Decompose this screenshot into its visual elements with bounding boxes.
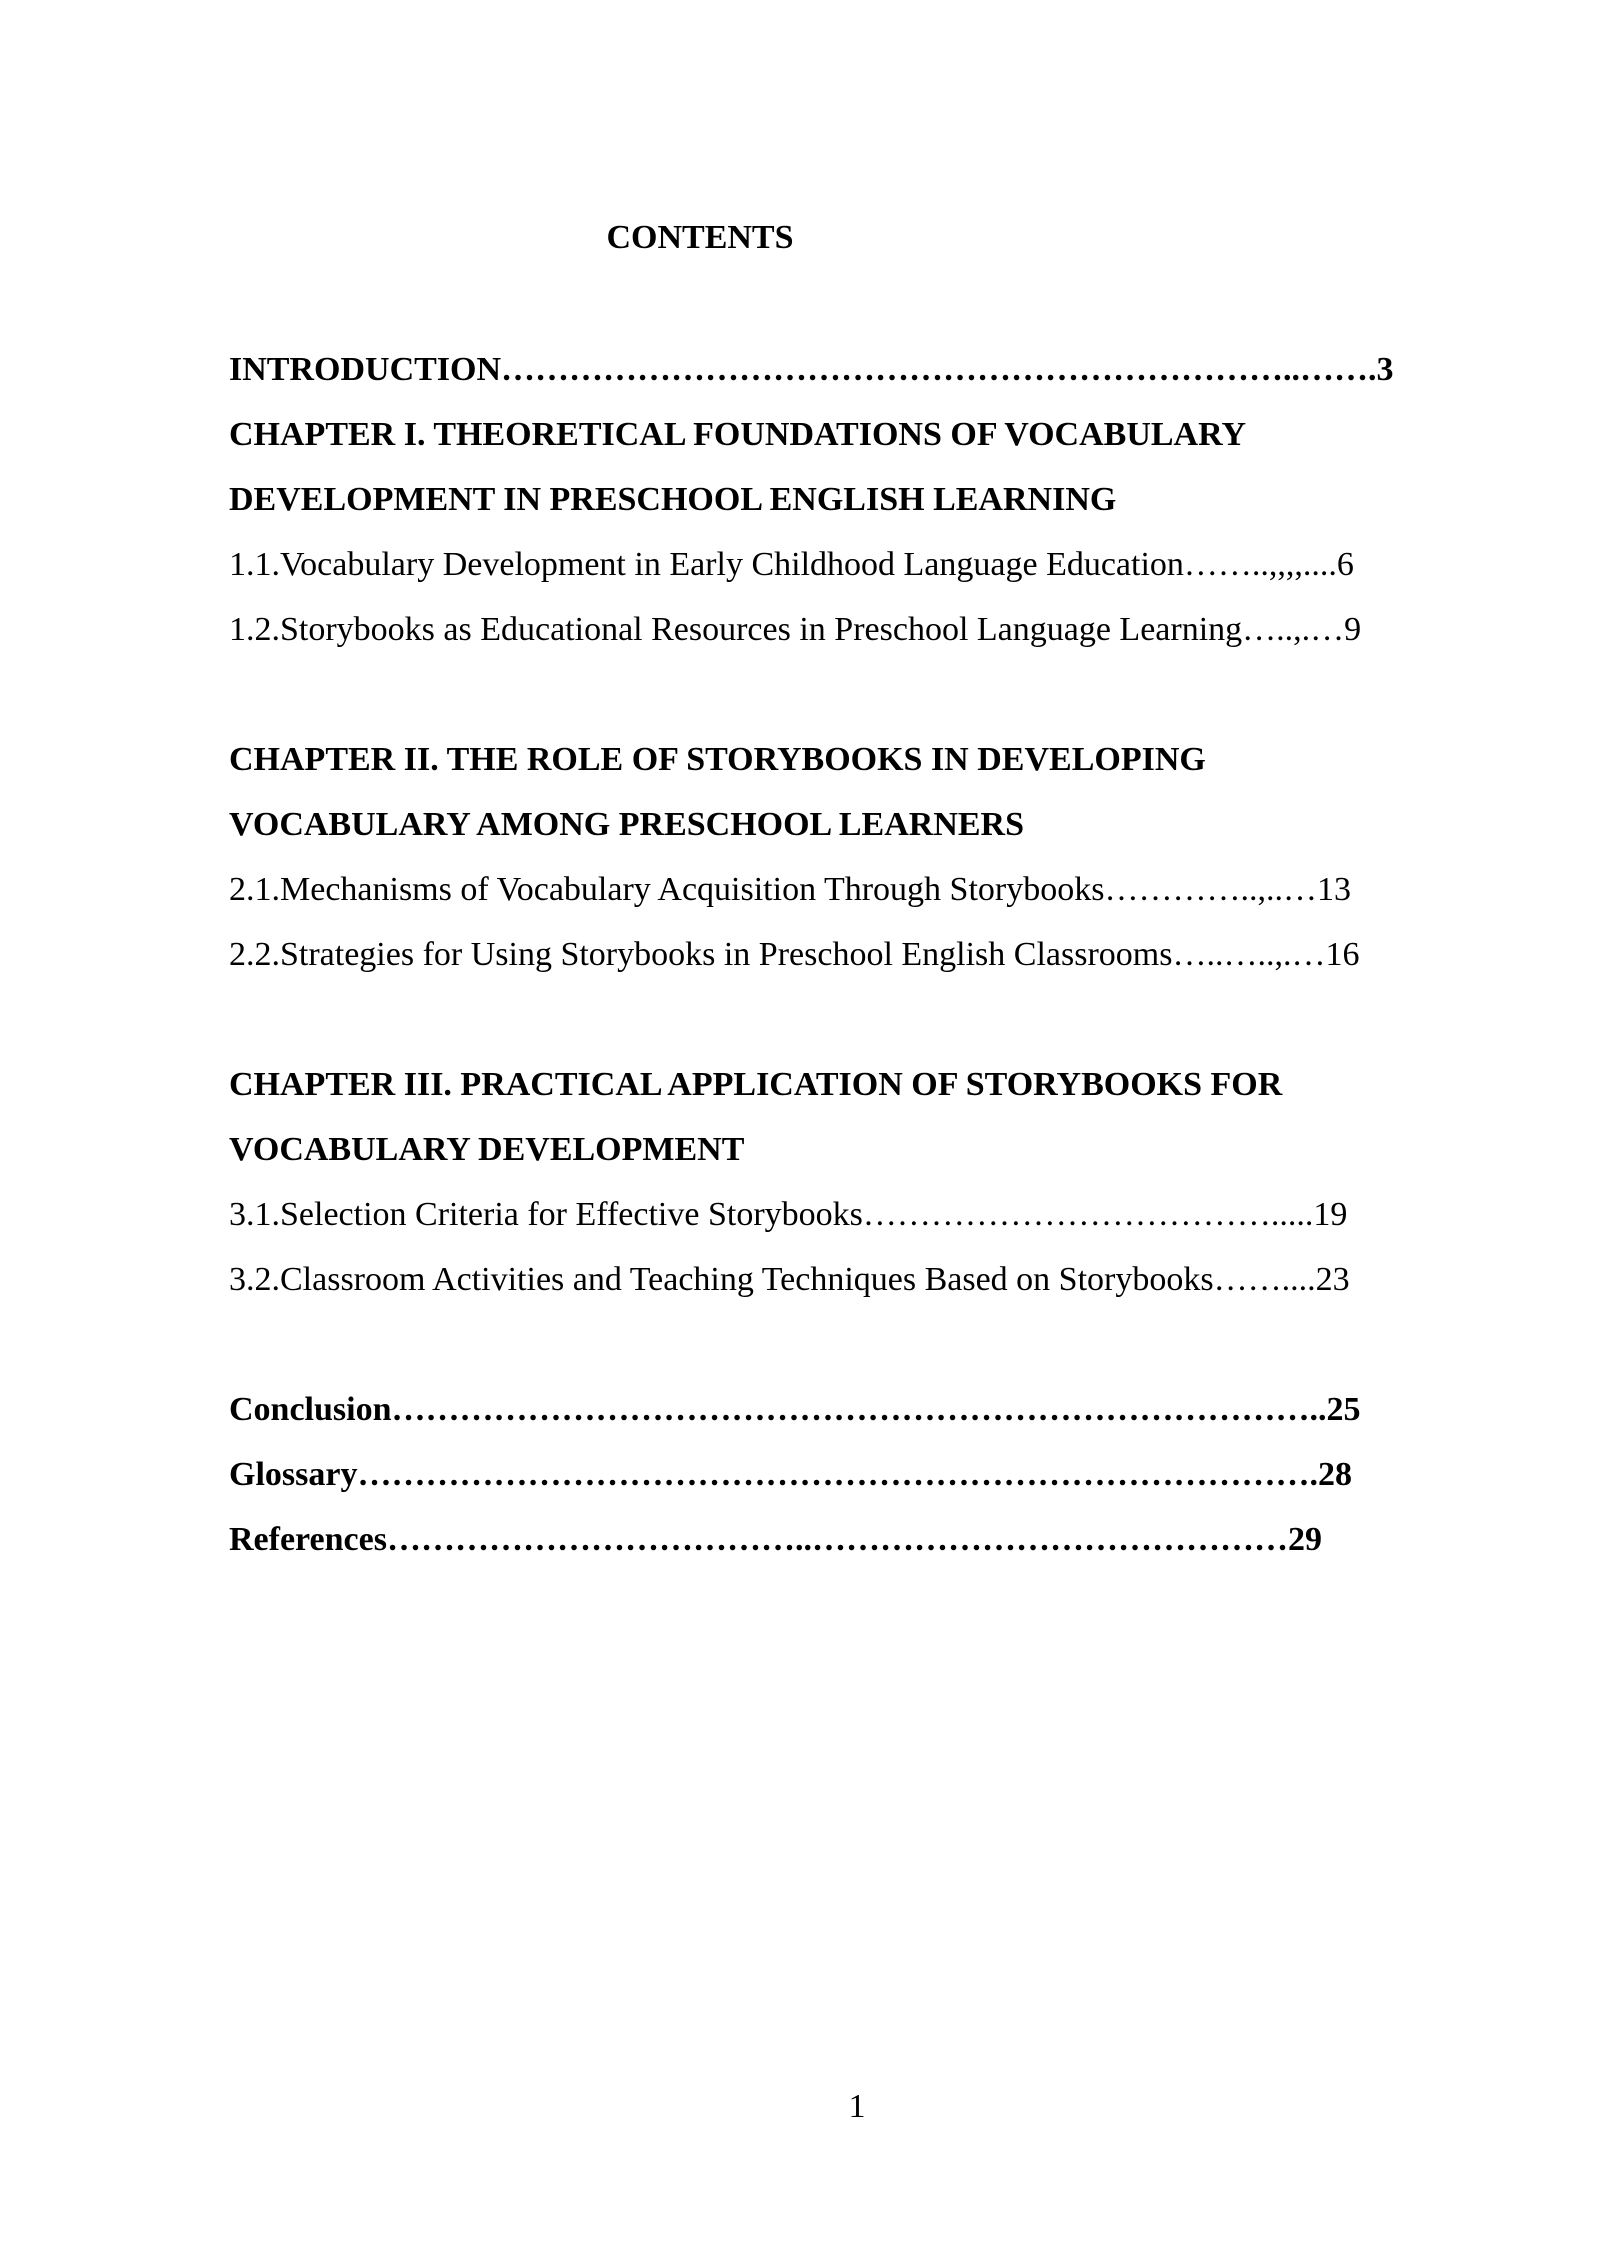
toc-entry-introduction: INTRODUCTION……………………………………………………………..…….3 xyxy=(229,351,1394,388)
toc-entry-section-2-2: 2.2.Strategies for Using Storybooks in Preschool English Classrooms…..…..,.…16 xyxy=(229,936,1360,973)
toc-entry-section-3-1: 3.1.Selection Criteria for Effective Storybooks……………………………….....19 xyxy=(229,1196,1348,1233)
toc-entry-conclusion: Conclusion………………………………………………………………………..25 xyxy=(229,1391,1361,1428)
toc-entry-glossary: Glossary………………………………………………………………………….28 xyxy=(229,1456,1352,1493)
toc-entry-section-3-2: 3.2.Classroom Activities and Teaching Techniques Based on Storybooks……....23 xyxy=(229,1261,1350,1298)
page-title: CONTENTS xyxy=(606,219,794,256)
toc-entry-section-2-1: 2.1.Mechanisms of Vocabulary Acquisition Through Storybooks…………..,..…13 xyxy=(229,871,1351,908)
toc-entry-references: References………………………………..……………………………………29 xyxy=(229,1521,1322,1558)
toc-chapter-3-heading-line-2: VOCABULARY DEVELOPMENT xyxy=(229,1131,745,1168)
toc-chapter-1-heading-line-2: DEVELOPMENT IN PRESCHOOL ENGLISH LEARNING xyxy=(229,481,1117,518)
page-number: 1 xyxy=(848,2088,866,2125)
toc-chapter-2-heading-line-2: VOCABULARY AMONG PRESCHOOL LEARNERS xyxy=(229,806,1025,843)
toc-entry-section-1-2: 1.2.Storybooks as Educational Resources in Preschool Language Learning…..,.…9 xyxy=(229,611,1362,648)
toc-entry-section-1-1: 1.1.Vocabulary Development in Early Childhood Language Education……..,,,,....6 xyxy=(229,546,1354,583)
toc-chapter-3-heading-line-1: CHAPTER III. PRACTICAL APPLICATION OF STORYBOOKS FOR xyxy=(229,1066,1283,1103)
toc-chapter-2-heading-line-1: CHAPTER II. THE ROLE OF STORYBOOKS IN DEVELOPING xyxy=(229,741,1206,778)
toc-chapter-1-heading-line-1: CHAPTER I. THEORETICAL FOUNDATIONS OF VOCABULARY xyxy=(229,416,1247,453)
